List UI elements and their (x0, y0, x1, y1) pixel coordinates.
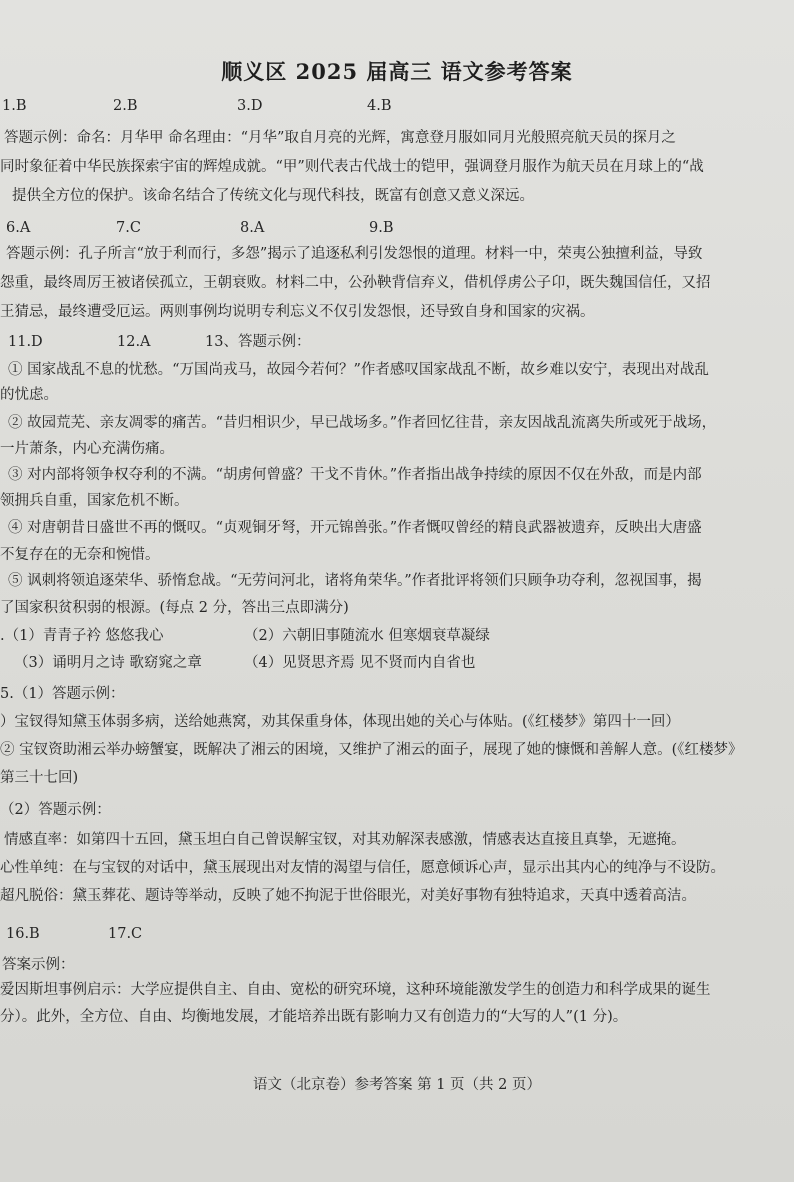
answer-6: 6.A (6, 220, 31, 236)
q13-point-5: ⑤ 讽刺将领追逐荣华、骄惰怠战。“无劳问河北，诸将角荣华。”作者批评将领们只顾争功夺利，忽视国事，揭 (8, 573, 702, 589)
answer-3: 3.D (237, 98, 263, 114)
q14-answer-4: （4）见贤思齐焉 见不贤而内自省也 (244, 655, 476, 671)
answer-4: 4.B (367, 98, 392, 114)
q15-part-1-example-2: ② 宝钗资助湘云举办螃蟹宴，既解决了湘云的困境，又维护了湘云的面子，展现了她的慷慨和善解人意。(《红楼梦》 (0, 742, 743, 758)
q13-point-4-cont: 不复存在的无奈和惋惜。 (0, 547, 160, 563)
q15-part-2-point-2: 心性单纯：在与宝钗的对话中，黛玉展现出对友情的渴望与信任，愿意倾诉心声，显示出其内心的纯净与不设防。 (0, 860, 725, 876)
q13-point-2-cont: 一片萧条，内心充满伤痛。 (0, 441, 174, 457)
answer-7: 7.C (116, 220, 141, 236)
answer-16: 16.B (6, 926, 40, 942)
q5-line-1: 答题示例：命名：月华甲 命名理由：“月华”取自月亮的光辉，寓意登月服如同月光般照亮航天员的探月之 (4, 130, 676, 146)
q13-point-3-cont: 领拥兵自重，国家危机不断。 (0, 493, 189, 509)
q14-answer-3: （3）诵明月之诗 歌窈窕之章 (14, 655, 202, 671)
answer-8: 8.A (240, 220, 265, 236)
q10-line-2: 怨重，最终周厉王被诸侯孤立，王朝衰败。材料二中，公孙鞅背信弃义，借机俘虏公子卬，既失魏国信任，又招 (0, 275, 711, 291)
q15-part-2-heading: （2）答题示例： (0, 802, 111, 818)
q15-part-1-example-2-cont: 第三十七回) (0, 770, 79, 786)
q10-line-3: 王猜忌，最终遭受厄运。两则事例均说明专利忘义不仅引发怨恨，还导致自身和国家的灾祸。 (0, 304, 595, 320)
q14-answer-2: （2）六朝旧事随流水 但寒烟衰草凝绿 (244, 628, 490, 644)
q18-line-1: 爱因斯坦事例启示：大学应提供自主、自由、宽松的研究环境，这种环境能激发学生的创造力和科学成果的诞生 (0, 982, 711, 998)
answer-17: 17.C (108, 926, 143, 942)
q13-point-4: ④ 对唐朝昔日盛世不再的慨叹。“贞观铜牙弩，开元锦兽张。”作者慨叹曾经的精良武器被遗弃，反映出大唐盛 (8, 520, 702, 536)
q5-line-3: 提供全方位的保护。该命名结合了传统文化与现代科技，既富有创意又意义深远。 (12, 188, 534, 204)
q13-point-5-cont: 了国家积贫积弱的根源。(每点 2 分，答出三点即满分) (0, 600, 349, 616)
q15-part-1-example-1: ）宝钗得知黛玉体弱多病，送给她燕窝，劝其保重身体，体现出她的关心与体贴。(《红楼梦》第四十一回） (0, 714, 680, 730)
q18-line-2: 分）。此外，全方位、自由、均衡地发展，才能培养出既有影响力又有创造力的“大写的人”(1 分)。 (0, 1009, 628, 1025)
q14-answer-1: .（1）青青子衿 悠悠我心 (0, 628, 164, 644)
q18-heading: 答案示例： (2, 957, 75, 973)
page-footer: 语文（北京卷）参考答案 第 1 页（共 2 页） (253, 1077, 541, 1093)
page-title: 顺义区 2025 届高三 语文参考答案 (221, 59, 573, 84)
answer-11: 11.D (8, 334, 43, 350)
q13-point-3: ③ 对内部将领争权夺利的不满。“胡虏何曾盛？干戈不肯休。”作者指出战争持续的原因不仅在外敌，而是内部 (8, 467, 702, 483)
answer-9: 9.B (369, 220, 394, 236)
q13-point-2: ② 故园荒芜、亲友凋零的痛苦。“昔归相识少，早已战场多。”作者回忆往昔，亲友因战乱流离失所或死于战场， (8, 415, 717, 431)
q13-point-1-cont: 的忧虑。 (0, 387, 58, 403)
q13-point-1: ① 国家战乱不息的忧愁。“万国尚戎马，故园今若何？”作者感叹国家战乱不断，故乡难以安宁，表现出对战乱 (8, 362, 709, 378)
answer-12: 12.A (117, 334, 151, 350)
q15-part-2-point-1: 情感直率：如第四十五回，黛玉坦白自己曾误解宝钗，对其劝解深表感激，情感表达直接且真挚，无遮掩。 (4, 832, 686, 848)
answer-2: 2.B (113, 98, 138, 114)
answer-1: 1.B (2, 98, 27, 114)
q10-line-1: 答题示例：孔子所言“放于利而行，多怨”揭示了追逐私利引发怨恨的道理。材料一中，荣夷公独擅利益，导致 (6, 246, 703, 262)
q13-heading: 13、答题示例： (205, 334, 311, 350)
q5-line-2: 同时象征着中华民族探索宇宙的辉煌成就。“甲”则代表古代战士的铠甲，强调登月服作为航天员在月球上的“战 (0, 159, 704, 175)
q15-part-2-point-3: 超凡脱俗：黛玉葬花、题诗等举动，反映了她不拘泥于世俗眼光，对美好事物有独特追求，天真中透着高洁。 (0, 888, 696, 904)
q15-part-1-heading: 5.（1）答题示例： (0, 686, 125, 702)
